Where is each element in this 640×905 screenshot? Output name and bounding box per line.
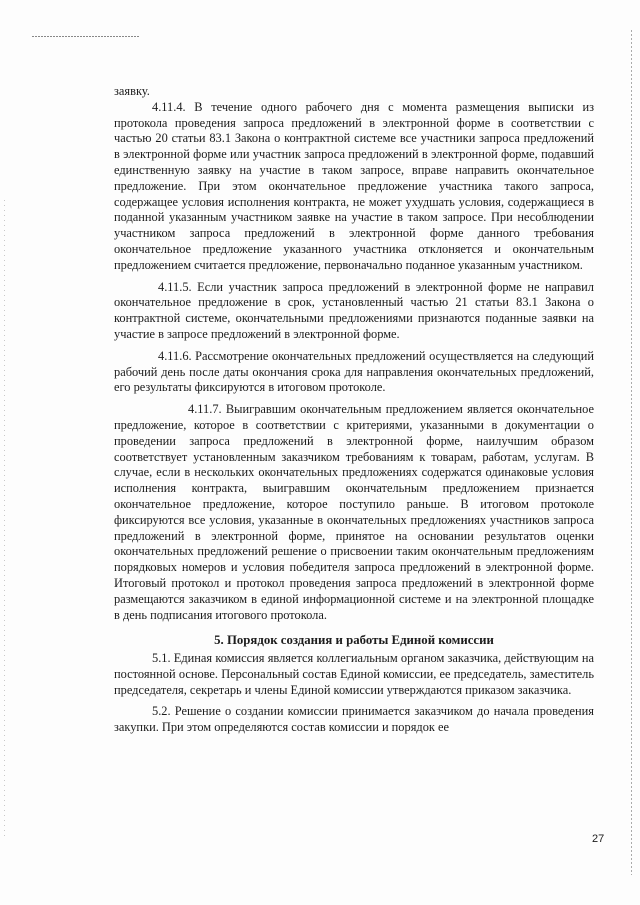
header-rule (32, 36, 140, 37)
paragraph-5-2: 5.2. Решение о создании комиссии принимается заказчиком до начала проведения закупки. При этом определяются состав комиссии и порядок ее (114, 704, 594, 735)
paragraph-5-1: 5.1. Единая комиссия является коллегиальным органом заказчика, действующим на постоянной основе. Персональный состав Единой комиссии, ее председатель, заместитель председателя, секретарь и члены Единой комиссии утверждаются приказом заказчика. (114, 651, 594, 697)
paragraph-4-11-5: 4.11.5. Если участник запроса предложений в электронной форме не направил окончательное предложение в срок, установленный частью 21 статьи 83.1 Закона о контрактной системе, окончательными предложениями признаются поданные заявки на участие в запросе предложений в электронной форме. (114, 279, 594, 341)
continuation-line: заявку. (114, 84, 150, 98)
scan-edge-left (4, 200, 5, 840)
section-heading: 5. Порядок создания и работы Единой комиссии (214, 633, 494, 648)
paragraph-4-11-7: 4.11.7. Выигравшим окончательным предложением является окончательное предложение, которое в соответствии с критериями, указанными в документации о проведении запроса предложений в электронной форме, наилучшим образом соответствует установленным заказчиком требованиям к товарам, работам, услугам. В случае, если в нескольких окончательных предложениях содержатся одинаковые условия исполнения контракта, выигравшим окончательным предложением признается окончательное предложение, которое поступило раньше. В итоговом протоколе фиксируются все условия, указанные в окончательных предложениях участников запроса предложений в электронной форме, принятое на основании результатов оценки окончательных предложений решение о присвоении таким окончательным предложениям порядковых номеров и условия победителя запроса предложений в электронной форме. Итоговый протокол и протокол проведения запроса предложений в электронной форме размещаются заказчиком в единой информационной системе и на электронной площадке в день подписания итогового протокола. (114, 402, 594, 622)
scan-edge-right (631, 30, 632, 875)
paragraph-4-11-4: 4.11.4. В течение одного рабочего дня с момента размещения выписки из протокола проведения запроса предложений в электронной форме в соответствии с частью 20 статьи 83.1 Закона о контрактной системе все участники запроса предложений в электронной форме или участник запроса предложений в электронной форме, подавший единственную заявку на участие в таком запросе, вправе направить окончательное предложение. При этом окончательное предложение участника такого запроса, содержащее условия исполнения контракта, не может ухудшать условия, содержащиеся в поданной указанным участником заявке на участие в таком запросе. При несоблюдении участником запроса предложений в электронной форме данного требования окончательное предложение указанного участника отклоняется и окончательным предложением считается предложение, первоначально поданное указанным участником. (114, 99, 594, 272)
page-number: 27 (592, 833, 605, 845)
paragraph-4-11-6: 4.11.6. Рассмотрение окончательных предложений осуществляется на следующий рабочий день после даты окончания срока для направления окончательных предложений, его результаты фиксируются в итоговом протоколе. (114, 348, 594, 395)
body-text (114, 84, 594, 736)
